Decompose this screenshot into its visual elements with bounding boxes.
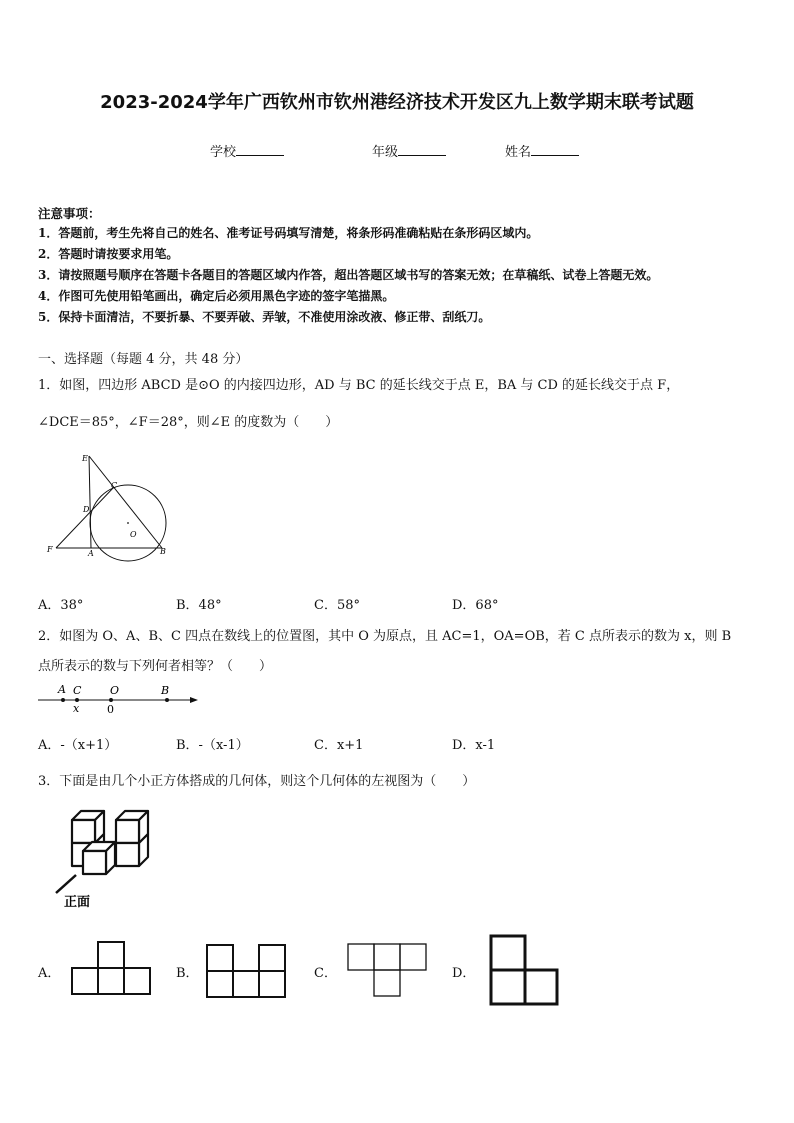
notes-heading: 注意事项： [38,206,101,221]
point-o [109,698,113,702]
q2-option-c[interactable]: C．x+1 [314,738,364,753]
q3-option-d-figure [488,933,562,1007]
q2-text-line2: 点所表示的数与下列何者相等？（ ） [38,659,273,674]
note-item: 5．保持卡面清洁，不要折暴、不要弄破、弄皱，不准使用涂改液、修正带、刮纸刀。 [38,310,491,324]
school-field [210,141,284,160]
center-point [127,522,129,524]
front-label: 正面 [64,895,91,910]
q1-option-c[interactable]: C．58° [314,598,360,613]
school-label: 学校 [210,145,237,160]
label-o: O [130,530,137,539]
q1-text-line2: ∠DCE＝85°，∠F＝28°，则∠E 的度数为（ ） [38,415,339,430]
page-title: 2023-2024学年广西钦州市钦州港经济技术开发区九上数学期末联考试题 [100,92,694,113]
q2-option-a[interactable]: A．-（x+1） [38,738,118,753]
front-arrow [56,875,76,893]
grade-field [372,141,446,160]
grade-blank[interactable] [398,143,446,156]
name-label: 姓名 [505,145,532,160]
label-c: C [73,684,82,697]
q2-option-d[interactable]: D．x-1 [452,738,496,753]
section-heading: 一、选择题（每题 4 分，共 48 分） [38,352,249,367]
q3-text-line1: 3．下面是由几个小正方体搭成的几何体，则这个几何体的左视图为（ ） [38,774,476,789]
name-field [505,141,579,160]
label-c: C [111,481,118,490]
label-e: E [82,454,88,463]
label-x: x [73,702,80,715]
line-ea [89,456,91,548]
label-a: A [58,683,66,696]
q1-text-line1: 1．如图，四边形 ABCD 是⊙O 的内接四边形，AD 与 BC 的延长线交于点 E，BA 与 CD 的延长线交于点 F， [38,378,680,393]
label-a: A [88,549,94,558]
label-zero: 0 [107,703,114,716]
note-item: 3．请按照题号顺序在答题卡各题目的答题区域内作答，超出答题区域书写的答案无效；在草稿纸、试卷上答题无效。 [38,268,659,282]
label-d: D [83,505,90,514]
q2-option-b[interactable]: B．-（x-1） [176,738,249,753]
axis-arrow [190,697,198,703]
label-f: F [47,545,53,554]
grade-label: 年级 [372,145,399,160]
note-item: 1．答题前，考生先将自己的姓名、准考证号码填写清楚，将条形码准确粘贴在条形码区域内。 [38,226,539,240]
q3-option-a[interactable]: A． [38,966,61,981]
q3-option-b-figure [205,943,289,999]
label-b: B [160,547,166,556]
q3-option-d[interactable]: D． [452,966,476,981]
point-b [165,698,169,702]
note-item: 4．作图可先使用铅笔画出，确定后必须用黑色字迹的签字笔描黑。 [38,289,395,303]
name-blank[interactable] [531,143,579,156]
point-a [61,698,65,702]
q1-circle-figure [38,448,178,563]
q2-number-line [36,680,206,718]
q1-option-b[interactable]: B．48° [176,598,222,613]
q2-text-line1: 2．如图为 O、A、B、C 四点在数线上的位置图，其中 O 为原点，且 AC=1，OA=OB，若 C 点所表示的数为 x，则 B [38,629,732,644]
q3-option-c[interactable]: C． [314,966,337,981]
q3-cube-figure [50,800,160,912]
line-fc [56,487,114,548]
note-item: 2．答题时请按要求用笔。 [38,247,179,261]
q3-option-c-figure [346,942,430,998]
q3-option-a-figure [70,940,154,996]
q1-option-a[interactable]: A．38° [38,598,84,613]
q3-option-b[interactable]: B． [176,966,199,981]
label-o: O [110,684,120,697]
q1-option-d[interactable]: D．68° [452,598,499,613]
school-blank[interactable] [236,143,284,156]
label-b: B [161,684,170,697]
